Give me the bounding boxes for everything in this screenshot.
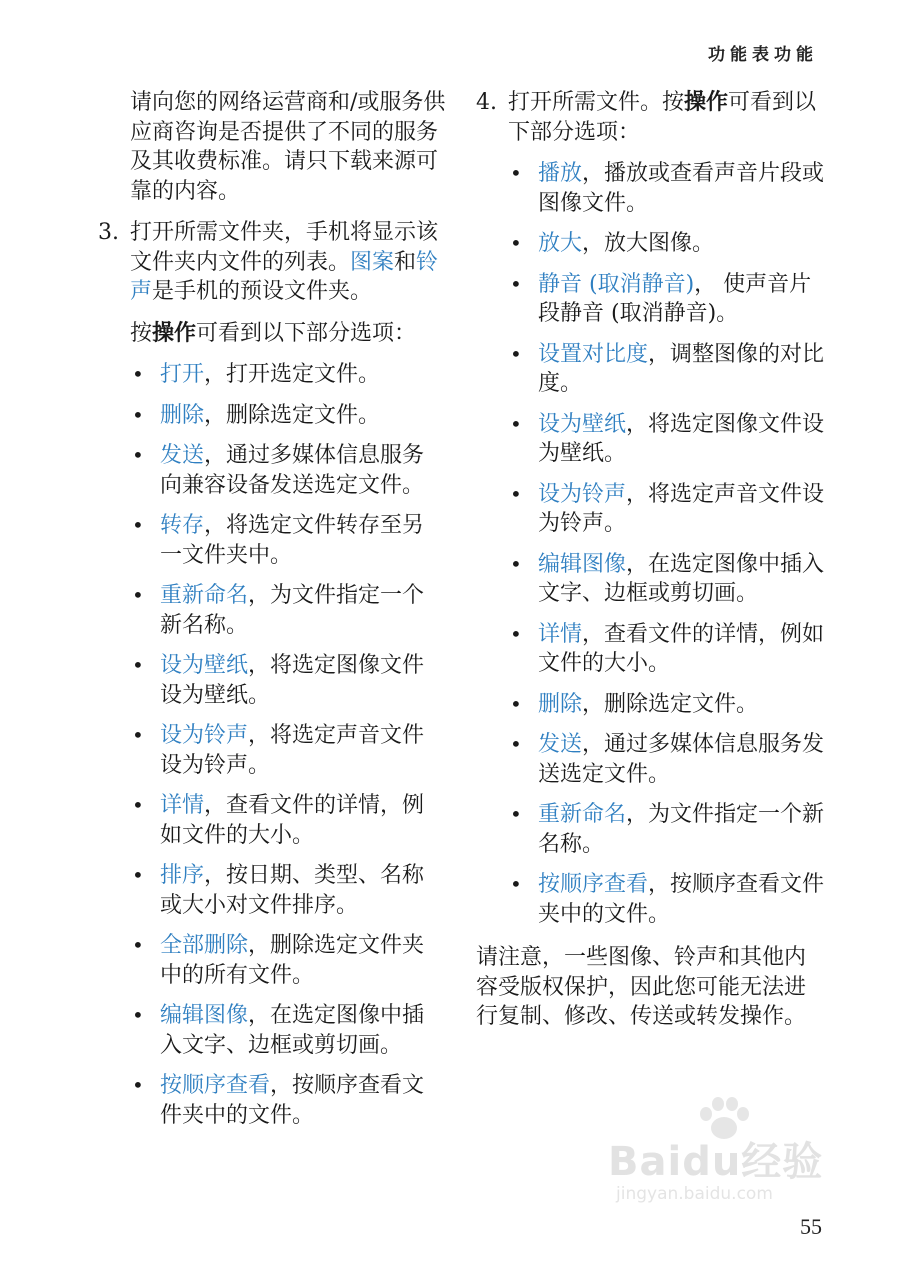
option-item — [508, 550, 826, 609]
bullet-icon: • — [132, 513, 144, 537]
option-item — [130, 360, 446, 390]
bullet-icon: • — [510, 341, 522, 366]
bullet-icon: • — [132, 793, 144, 817]
option-description: ，调整图像的对比度。 — [538, 341, 825, 396]
option-description: ，删除选定文件。 — [204, 402, 381, 428]
option-keyword: 详情 — [160, 793, 205, 818]
bullet-icon: • — [132, 583, 144, 607]
step-4 — [476, 88, 826, 147]
option-description: ，按顺序查看文件夹中的文件。 — [160, 1073, 425, 1128]
option-item — [130, 651, 446, 710]
option-item — [508, 690, 826, 720]
option-description: ， 使声音片段静音 (取消静音)。 — [538, 271, 812, 326]
bullet-icon: • — [510, 411, 522, 436]
step-text: 打开所需文件夹，手机将显示该文件夹内文件的列表。 — [130, 220, 439, 275]
option-item — [508, 870, 826, 929]
option-keyword: 按顺序查看 — [160, 1073, 271, 1098]
option-item — [130, 401, 446, 431]
option-item — [130, 511, 446, 570]
option-description: ，通过多媒体信息服务发送选定文件。 — [538, 732, 825, 787]
option-description: ，按日期、类型、名称或大小对文件排序。 — [160, 863, 425, 918]
page-header-title: 功能表功能 — [708, 45, 818, 65]
option-keyword: 编辑图像 — [160, 1003, 249, 1028]
page-number: 55 — [800, 1214, 822, 1239]
option-keyword: 播放 — [538, 161, 583, 186]
option-description: ，通过多媒体信息服务向兼容设备发送选定文件。 — [160, 443, 425, 498]
option-keyword: 设为铃声 — [538, 481, 627, 507]
options-intro-text: 按 — [130, 320, 153, 346]
option-keyword: 重新命名 — [160, 583, 249, 608]
option-item — [508, 480, 826, 539]
option-item — [130, 721, 446, 780]
option-item — [508, 730, 826, 789]
option-description: ，放大图像。 — [582, 231, 715, 256]
bullet-icon: • — [132, 863, 144, 887]
keyword: 图案 — [350, 249, 395, 275]
option-description: ，将选定图像文件设为壁纸。 — [160, 653, 425, 708]
option-item — [508, 270, 826, 329]
bullet-icon: • — [132, 933, 144, 957]
options-keyword: 操作 — [684, 89, 729, 115]
watermark-logo: Baidu经验 — [608, 1139, 824, 1185]
bullet-icon: • — [132, 1073, 144, 1097]
bullet-icon: • — [510, 621, 522, 646]
left-column — [98, 88, 446, 1141]
option-description: ，在选定图像中插入文字、边框或剪切画。 — [160, 1003, 425, 1058]
option-keyword: 编辑图像 — [538, 551, 627, 577]
bullet-icon: • — [510, 691, 522, 716]
step-number: 4. — [476, 90, 497, 115]
option-item — [130, 861, 446, 920]
bullet-icon: • — [510, 802, 522, 826]
copyright-note: 请注意，一些图像、铃声和其他内容受版权保护，因此您可能无法进行复制、修改、传送或转发操作。 — [476, 945, 807, 1029]
option-description: ，为文件指定一个新名称。 — [160, 583, 425, 638]
step-text: 打开所需文件。按 — [508, 90, 685, 115]
step-text: 可看到以下部分选项： — [508, 90, 817, 145]
bullet-icon: • — [510, 551, 522, 576]
option-description: ，查看文件的详情，例如文件的大小。 — [160, 793, 425, 848]
option-item — [508, 159, 826, 218]
keyword: 铃声 — [130, 249, 439, 304]
bullet-icon: • — [510, 271, 522, 296]
option-keyword: 发送 — [538, 732, 583, 757]
option-item — [508, 340, 826, 399]
options-intro — [98, 319, 446, 349]
bullet-icon: • — [132, 402, 144, 427]
bullet-icon: • — [510, 732, 522, 756]
option-keyword: 设为铃声 — [160, 723, 249, 748]
bullet-icon: • — [132, 443, 144, 467]
bullet-icon: • — [132, 362, 144, 386]
step-text: 和 — [394, 249, 417, 275]
watermark — [608, 1100, 838, 1210]
option-description: ，查看文件的详情，例如文件的大小。 — [538, 621, 825, 676]
bullet-icon: • — [132, 653, 144, 677]
option-keyword: 按顺序查看 — [538, 872, 649, 897]
option-item — [130, 441, 446, 500]
option-description: ，打开选定文件。 — [204, 362, 381, 387]
option-item — [508, 800, 826, 859]
option-description: ，将选定图像文件设为壁纸。 — [538, 411, 825, 466]
option-keyword: 重新命名 — [538, 802, 627, 827]
step-3 — [98, 218, 446, 307]
watermark-url: jingyan.baidu.com — [616, 1184, 773, 1204]
bullet-icon: • — [510, 872, 522, 896]
option-item — [130, 1071, 446, 1130]
options-keyword: 操作 — [152, 319, 197, 346]
option-item — [130, 931, 446, 990]
option-keyword: 删除 — [160, 402, 205, 428]
options-intro-text: 可看到以下部分选项： — [196, 320, 417, 346]
option-item — [508, 229, 826, 259]
option-item — [508, 620, 826, 679]
option-keyword: 转存 — [160, 513, 205, 538]
left-option-list — [98, 360, 446, 1130]
step-number: 3. — [98, 220, 119, 245]
option-keyword: 删除 — [538, 691, 583, 717]
option-description: ，将选定声音文件设为铃声。 — [160, 723, 425, 778]
option-keyword: 打开 — [160, 362, 205, 387]
bullet-icon: • — [510, 231, 522, 255]
right-option-list — [476, 159, 826, 929]
intro-paragraph: 请向您的网络运营商和/或服务供应商咨询是否提供了不同的服务及其收费标准。请只下载来源可靠的内容。 — [130, 90, 446, 204]
bullet-icon: • — [510, 481, 522, 506]
option-item — [130, 581, 446, 640]
option-item — [508, 410, 826, 469]
option-description: ，为文件指定一个新名称。 — [538, 802, 825, 857]
option-keyword: 静音 (取消静音) — [538, 271, 695, 297]
option-keyword: 设为壁纸 — [160, 653, 249, 678]
option-keyword: 排序 — [160, 863, 205, 888]
option-description: ，在选定图像中插入文字、边框或剪切画。 — [538, 551, 825, 606]
option-item — [130, 1001, 446, 1060]
option-keyword: 全部删除 — [160, 933, 249, 958]
option-description: ，删除选定文件。 — [582, 691, 759, 717]
right-column — [476, 88, 826, 1044]
step-text: 是手机的预设文件夹。 — [152, 279, 373, 304]
option-description: ，按顺序查看文件夹中的文件。 — [538, 872, 825, 927]
option-description: ，将选定文件转存至另一文件夹中。 — [160, 513, 425, 568]
option-item — [130, 791, 446, 850]
option-description: ，播放或查看声音片段或图像文件。 — [538, 161, 825, 216]
option-keyword: 设为壁纸 — [538, 411, 627, 437]
option-keyword: 设置对比度 — [538, 341, 649, 367]
option-description: ，删除选定文件夹中的所有文件。 — [160, 933, 425, 988]
option-keyword: 发送 — [160, 443, 205, 468]
bullet-icon: • — [132, 1003, 144, 1027]
option-description: ，将选定声音文件设为铃声。 — [538, 481, 825, 536]
bullet-icon: • — [132, 723, 144, 747]
bullet-icon: • — [510, 161, 522, 185]
option-keyword: 详情 — [538, 621, 583, 647]
option-keyword: 放大 — [538, 231, 583, 256]
